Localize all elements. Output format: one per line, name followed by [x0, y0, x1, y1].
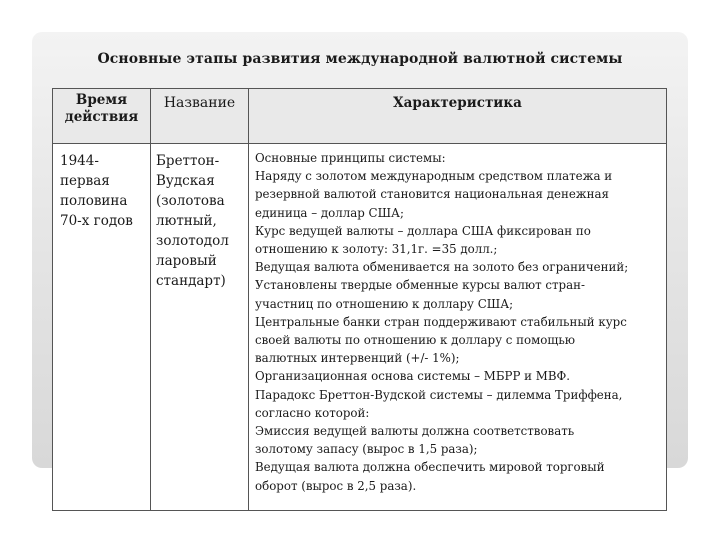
char-line: отношению к золоту: 31,1г. =35 долл.;: [255, 242, 498, 257]
char-line: Центральные банки стран поддерживают стабильный курс: [255, 314, 627, 329]
char-line: Установлены твердые обменные курсы валют стран-: [255, 278, 585, 293]
char-line: Эмиссия ведущей валюты должна соответствовать: [255, 424, 575, 439]
header-time-line1: Время: [75, 92, 128, 108]
char-line: золотому запасу (вырос в 1,5 раза);: [255, 442, 478, 457]
header-time-line2: действия: [64, 109, 139, 125]
char-line: Ведущая валюта должна обеспечить мировой торговый: [255, 460, 605, 475]
header-time: [53, 89, 151, 144]
name-line: ларовый: [156, 253, 217, 269]
char-line: Курс ведущей валюты – доллара США фиксирован по: [255, 223, 591, 238]
header-name: Название: [151, 89, 249, 144]
char-line: Организационная основа системы – МБРР и МВФ.: [255, 369, 571, 384]
name-line: лютный,: [156, 213, 217, 229]
stages-table: [52, 88, 667, 511]
time-line: 70-х годов: [60, 213, 133, 229]
name-line: Вудская: [156, 173, 215, 189]
char-line: Наряду с золотом международным средством платежа и: [255, 169, 613, 184]
char-line: своей валюты по отношению к доллару с помощью: [255, 333, 576, 348]
char-line: Основные принципы системы:: [255, 151, 446, 165]
char-line: согласно которой:: [255, 405, 370, 420]
header-characteristic: Характеристика: [249, 89, 667, 144]
char-line: резервной валютой становится национальная денежная: [255, 187, 609, 202]
page-title: Основные этапы развития международной валютной системы: [97, 51, 623, 67]
time-line: 1944-: [60, 153, 99, 169]
name-line: (золотова: [156, 193, 225, 209]
cell-time: [53, 144, 151, 511]
time-line: половина: [60, 193, 128, 209]
cell-name: [151, 144, 249, 511]
char-line: оборот (вырос в 2,5 раза).: [255, 478, 417, 493]
cell-characteristic: [249, 144, 667, 511]
char-line: Парадокс Бреттон-Вудской системы – дилемма Триффена,: [255, 387, 623, 402]
stages-table-container: [52, 88, 666, 511]
char-line: единица – доллар США;: [255, 205, 404, 220]
table-header-row: [53, 89, 667, 144]
table-row: [53, 144, 667, 511]
time-line: первая: [60, 173, 110, 189]
name-line: стандарт): [156, 273, 226, 289]
char-line: Ведущая валюта обменивается на золото без ограничений;: [255, 260, 629, 275]
name-line: золотодол: [156, 233, 229, 249]
name-line: Бреттон-: [156, 153, 220, 169]
char-line: валютных интервенций (+/- 1%);: [255, 351, 460, 366]
char-line: участниц по отношению к доллару США;: [255, 296, 514, 311]
